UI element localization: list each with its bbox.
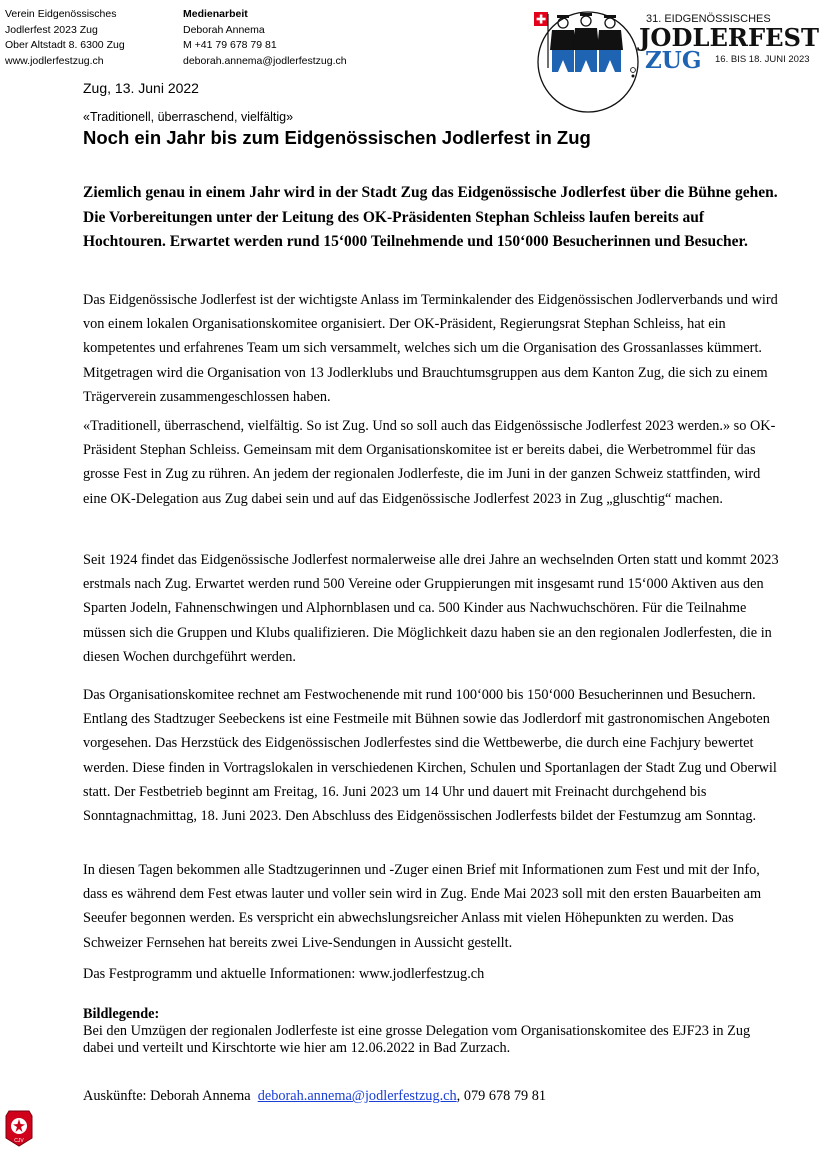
sender-line: Ober Altstadt 8. 6300 Zug (5, 39, 125, 51)
sender-website: www.jodlerfestzug.ch (5, 54, 104, 67)
contact-line (83, 1084, 783, 1108)
media-contact (183, 7, 347, 69)
media-line: Deborah Annema (183, 23, 265, 36)
caption-text: Bei den Umzügen der regionalen Jodlerfeste ist eine grosse Delegation vom Organisationskomitee des EJF23 in Zug dabei und verteilt und Kirschtorte wie hier am 12.06.2022 in Bad Zurzach. (83, 1023, 751, 1056)
cjv-logo (4, 1108, 34, 1148)
contact-email-link[interactable]: deborah.annema@jodlerfestzug.ch (257, 1088, 457, 1104)
body-paragraph: Seit 1924 findet das Eidgenössische Jodlerfest normalerweise alle drei Jahre an wechselnden Orten statt und kommt 2023 erstmals nach Zug. Erwartet werden rund 500 Vereine oder Gruppierungen mit insgesamt rund 15‘000 Aktiven aus den Sparten Jodeln, Fahnenschwingen und Alphornblasen und ca. 500 Kinder aus Nachwuchschören. Für die Teilnahme müssen sich die Gruppen und Klubs qualifizieren. Die Möglichkeit dazu haben sie an den regionalen Jodlerfesten, die in diesen Wochen durchgeführt werden. (83, 552, 779, 665)
release-date: Zug, 13. Juni 2022 (83, 80, 199, 96)
image-caption (83, 1006, 783, 1057)
sender-address (5, 7, 125, 69)
contact-phone: , 079 678 79 81 (456, 1088, 547, 1104)
body-paragraph: Das Organisationskomitee rechnet am Festwochenende mit rund 100‘000 bis 150‘000 Besucherinnen und Besuchern. Entlang des Stadtzuger Seebeckens ist eine Festmeile mit Bühnen sowie das Jodlerdorf mit gastronomischen Angeboten vorgesehen. Das Herzstück des Eidgenössischen Jodlerfestes sind die Wettbewerbe, die durch eine Fachjury bewertet werden. Diese finden in Vortragslokalen in verschiedenen Kirchen, Schulen und Sportanlagen der Stadt Zug und Oberwil statt. Der Festbetrieb beginnt am Freitag, 16. Juni 2023 um 14 Uhr und dauert mit Freinacht durchgehend bis Sonntagnachmittag, 18. Juni 2023. Den Abschluss des Eidgenössischen Jodlerfests bildet der Festumzug am Sonntag. (83, 687, 777, 825)
lead-paragraph: Ziemlich genau in einem Jahr wird in der Stadt Zug das Eidgenössische Jodlerfest über die Bühne gehen. Die Vorbereitungen unter der Leitung des OK-Präsidenten Stephan Schleiss laufen bereits auf Hochtouren. Erwartet werden rund 15‘000 Teilnehmende und 150‘000 Besucherinnen und Besucher. (83, 184, 778, 250)
caption-heading: Bildlegende: (83, 1006, 160, 1022)
contact-label: Auskünfte: Deborah Annema (83, 1088, 251, 1104)
body-paragraph: «Traditionell, überraschend, vielfältig. So ist Zug. Und so soll auch das Eidgenössische Jodlerfest 2023 werden.» so OK-Präsident Stephan Schleiss. Gemeinsam mit dem Organisationskomitee ist er bereits dabei, die Werbetrommel für das grosse Fest in Zug zu rühren. An jedem der regionalen Jodlerfeste, die im Juni in der ganzen Schweiz stattfinden, wird eine OK-Delegation aus Zug dabei sein und auf das Eidgenössische Jodlerfest 2023 in Zug „gluschtig“ machen. (83, 418, 776, 507)
sender-line: Jodlerfest 2023 Zug (5, 23, 98, 36)
media-line: M +41 79 678 79 81 (183, 39, 277, 51)
logo-dates: 16. BIS 18. JUNI 2023 (715, 54, 810, 65)
sender-line: Verein Eidgenössisches (5, 8, 117, 20)
body-paragraph: Das Eidgenössische Jodlerfest ist der wichtigste Anlass im Terminkalender des Eidgenössischen Jodlerverbands und wird von einem lokalen Organisationskomitee organisiert. Der OK-Präsident, Regierungsrat Stephan Schleiss, hat ein kompetentes und erfahrenes Team um sich versammelt, welches sich um die Organisation des Grossanlasses kümmert. Mitgetragen wird die Organisation von 13 Jodlerklubs und Brauchtumsgruppen aus dem Kanton Zug, die sich zu einem Trägerverein zusammengeschlossen haben. (83, 292, 778, 405)
body-paragraph: In diesen Tagen bekommen alle Stadtzugerinnen und -Zuger einen Brief mit Informationen zum Fest und mit der Info, dass es während dem Fest etwas lauter und voller sein wird in Zug. Ende Mai 2023 soll mit den ersten Bauarbeiten am Seeufer begonnen werden. Es verspricht ein abwechslungsreicher Anlass mit vielen Höhepunkten zu werden. Das Schweizer Fernsehen hat bereits zwei Live-Sendungen in Aussicht gestellt. (83, 862, 762, 951)
headline: Noch ein Jahr bis zum Eidgenössischen Jodlerfest in Zug (83, 127, 591, 148)
logo-city: ZUG (645, 47, 702, 74)
media-heading: Medienarbeit (183, 8, 248, 20)
logo-edition: 31. EIDGENÖSSISCHES (646, 13, 771, 25)
program-info: Das Festprogramm und aktuelle Informationen: www.jodlerfestzug.ch (83, 966, 485, 982)
logo-name: JODLERFEST (636, 23, 820, 52)
kicker: «Traditionell, überraschend, vielfältig» (83, 110, 294, 124)
jodlerfest-logo (530, 6, 822, 114)
media-email: deborah.annema@jodlerfestzug.ch (183, 54, 347, 67)
cjv-text: CJV (14, 1138, 24, 1144)
